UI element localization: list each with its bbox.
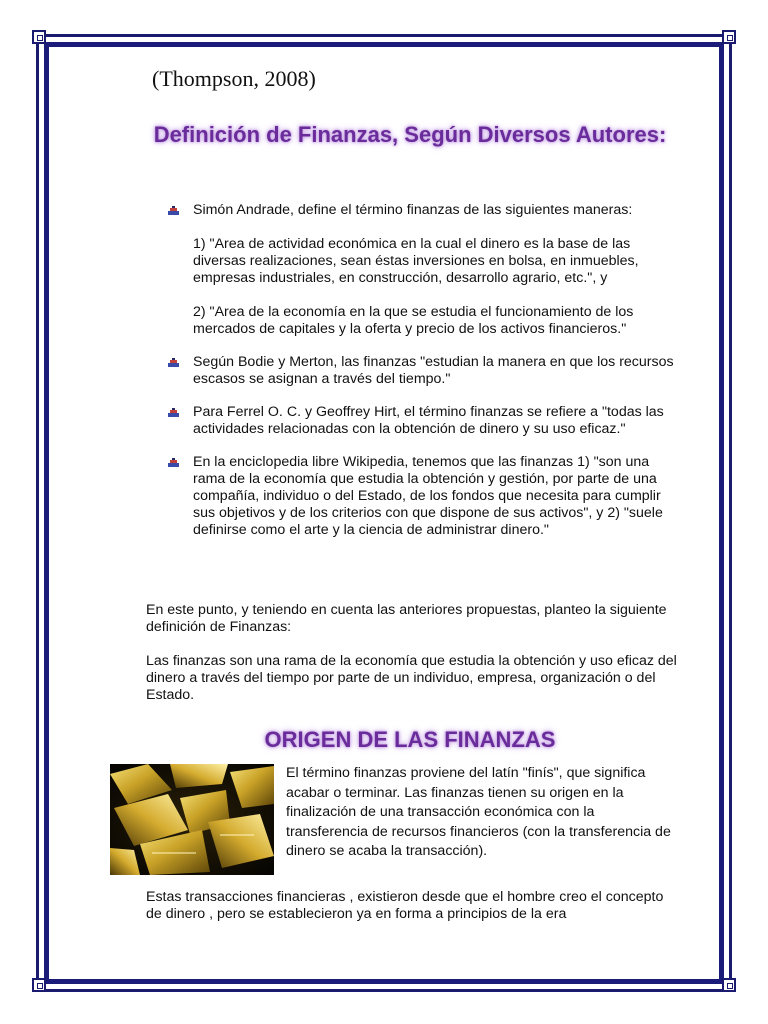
paragraph-transactions: Estas transacciones financieras , existieron desde que el hombre creo el concepto de dinero , pero se establecieron ya en forma a principios de la era — [146, 889, 664, 922]
list-item-text: 2) "Area de la economía en la que se estudia el funcionamiento de los mercados de capitales y la oferta y precio de los activos financieros." — [193, 304, 634, 337]
definitions-list — [168, 202, 678, 539]
list-item-text: Para Ferrel O. C. y Geoffrey Hirt, el término finanzas se refiere a "todas las actividades relacionadas con la obtención de dinero y su uso eficaz." — [193, 404, 664, 437]
heading-origin: ORIGEN DE LAS FINANZAS — [264, 727, 556, 752]
bullet-icon — [168, 206, 180, 216]
list-item — [168, 202, 678, 338]
list-item — [168, 354, 678, 388]
paragraph-origin: El término finanzas proviene del latín "finís", que significa acabar o terminar. Las finanzas tienen su origen en la finalización de una transacción económica con la transferencia de recursos financieros (con la transferencia de dinero se acaba la transacción). — [286, 765, 671, 859]
bullet-icon — [168, 458, 180, 468]
list-item-text: 1) "Area de actividad económica en la cual el dinero es la base de las diversas realizaciones, sean éstas inversiones en bolsa, en inmuebles, empresas industriales, en construcción, desarrollo agrario, etc.", y — [193, 236, 639, 286]
paragraph-proposal: En este punto, y teniendo en cuenta las anteriores propuestas, planteo la siguiente definición de Finanzas: — [146, 602, 667, 635]
list-item — [168, 454, 678, 539]
list-item-text: Simón Andrade, define el término finanzas de las siguientes maneras: — [193, 202, 633, 218]
gold-bars-image — [110, 764, 274, 875]
heading-definition: Definición de Finanzas, Según Diversos Autores: — [153, 122, 667, 147]
bullet-icon — [168, 358, 180, 368]
list-item-text: Según Bodie y Merton, las finanzas "estudian la manera en que los recursos escasos se asignan a través del tiempo." — [193, 354, 674, 387]
list-item-text: En la enciclopedia libre Wikipedia, tenemos que las finanzas 1) "son una rama de la economía que estudia la obtención y gestión, por parte de una compañía, individuo o del Estado, de los fondos que necesita para cumplir sus objetivos y de los criterios con que dispone de sus activos", y 2) "suele definirse como el arte y la ciencia de administrar dinero." — [193, 454, 663, 538]
list-item — [168, 404, 678, 438]
border-corner-ornament — [32, 30, 46, 44]
border-corner-ornament — [722, 978, 736, 992]
border-corner-ornament — [32, 978, 46, 992]
border-corner-ornament — [722, 30, 736, 44]
paragraph-definition: Las finanzas son una rama de la economía que estudia la obtención y uso eficaz del dinero a través del tiempo por parte de un individuo, empresa, organización o del Estado. — [146, 653, 677, 703]
citation: (Thompson, 2008) — [152, 66, 316, 91]
bullet-icon — [168, 408, 180, 418]
